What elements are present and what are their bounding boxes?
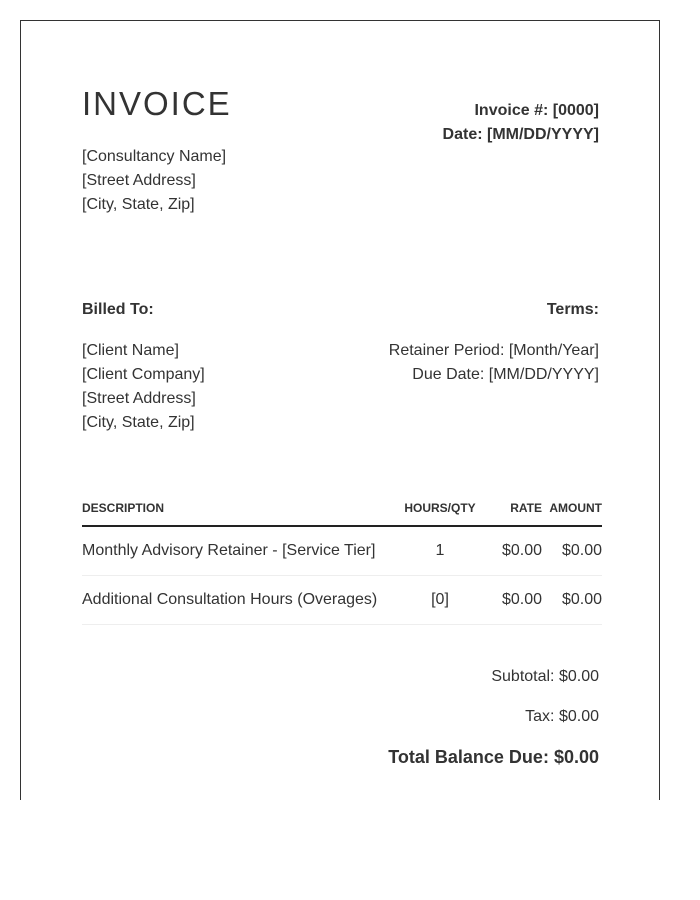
invoice-number-value: [0000] [552, 102, 599, 119]
row-qty: 1 [402, 526, 478, 576]
due-date-label: Due Date: [412, 366, 485, 383]
table-row [82, 576, 602, 625]
total-balance-label: Total Balance Due: [388, 747, 549, 767]
terms-heading: Terms: [546, 301, 599, 318]
retainer-period-line [389, 339, 599, 363]
invoice-number-label: Invoice #: [474, 102, 549, 119]
retainer-period-value: [Month/Year] [508, 342, 599, 359]
client-name: [Client Name] [82, 342, 179, 359]
header-rate: RATE [478, 491, 542, 526]
table-header-row [82, 491, 602, 526]
terms-block [389, 339, 599, 387]
tax-line [388, 706, 599, 746]
sender-address [82, 145, 226, 217]
invoice-title: INVOICE [82, 85, 232, 122]
totals-block [388, 666, 599, 772]
total-balance-line [388, 742, 599, 772]
row-qty: [0] [402, 576, 478, 625]
header-description: DESCRIPTION [82, 491, 402, 526]
client-street: [Street Address] [82, 390, 196, 407]
sender-name: [Consultancy Name] [82, 148, 227, 165]
row-description: Monthly Advisory Retainer - [Service Tier] [82, 526, 402, 576]
subtotal-line [388, 666, 599, 706]
header-hours-qty: HOURS/QTY [402, 491, 478, 526]
billed-to-heading: Billed To: [82, 301, 154, 318]
subtotal-label: Subtotal: [491, 668, 555, 685]
invoice-date-line [443, 123, 599, 147]
row-amount: $0.00 [542, 576, 602, 625]
row-description: Additional Consultation Hours (Overages) [82, 576, 402, 625]
row-rate: $0.00 [478, 576, 542, 625]
sender-street: [Street Address] [82, 172, 196, 189]
retainer-period-label: Retainer Period: [388, 342, 505, 359]
line-items-table [82, 491, 602, 625]
row-rate: $0.00 [478, 526, 542, 576]
sender-city: [City, State, Zip] [82, 196, 195, 213]
invoice-number-line [443, 99, 599, 123]
row-amount: $0.00 [542, 526, 602, 576]
invoice-page [20, 20, 660, 800]
client-company: [Client Company] [82, 366, 205, 383]
total-balance-value: $0.00 [553, 747, 599, 767]
due-date-value: [MM/DD/YYYY] [488, 366, 599, 383]
client-city: [City, State, Zip] [82, 414, 195, 431]
invoice-meta [443, 99, 599, 147]
invoice-date-label: Date: [442, 126, 483, 143]
tax-value: $0.00 [558, 708, 599, 725]
client-address [82, 339, 205, 435]
due-date-line [389, 363, 599, 387]
invoice-date-value: [MM/DD/YYYY] [487, 126, 599, 143]
tax-label: Tax: [525, 708, 555, 725]
table-row [82, 526, 602, 576]
subtotal-value: $0.00 [558, 668, 599, 685]
header-amount: AMOUNT [542, 491, 602, 526]
